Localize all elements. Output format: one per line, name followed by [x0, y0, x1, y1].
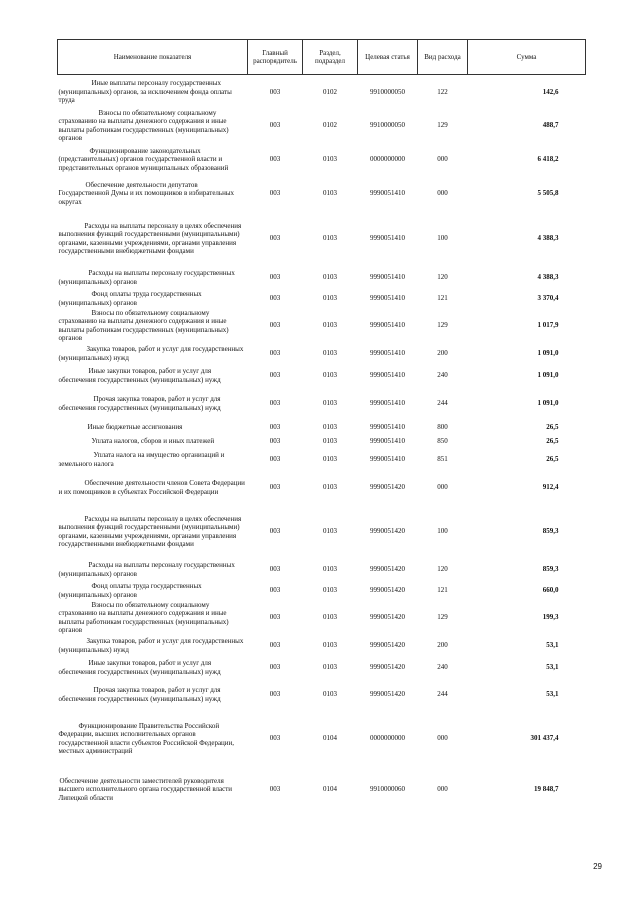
row-gr: 003	[269, 87, 281, 96]
table-row	[58, 471, 586, 505]
row-sum: 4 388,3	[537, 234, 559, 243]
table-row	[58, 449, 586, 471]
row-sum: 6 418,2	[537, 155, 559, 164]
row-name: Взносы по обязательному социальному страхованию на выплаты денежного содержания и иные выплаты работникам государственных (муниципальных) органов	[58, 308, 229, 342]
row-vr: 100	[437, 234, 448, 243]
row-sum: 53,1	[546, 641, 559, 650]
row-cs: 9990051410	[370, 371, 405, 380]
row-gr: 003	[269, 349, 281, 358]
row-name: Функционирование законодательных (представительных) органов государственной власти и представительных органов муниципальных образований	[58, 146, 229, 172]
table-row	[58, 601, 586, 635]
row-vr: 120	[437, 565, 448, 574]
row-vr: 200	[437, 349, 448, 358]
row-cs: 9990051410	[370, 234, 405, 243]
row-gr: 003	[269, 155, 281, 164]
row-sum: 912,4	[542, 483, 559, 492]
row-rz: 0103	[323, 565, 337, 574]
row-gr: 003	[269, 565, 281, 574]
row-gr: 003	[269, 586, 281, 595]
row-rz: 0103	[323, 641, 337, 650]
row-sum: 660,0	[542, 586, 559, 595]
row-rz: 0103	[323, 527, 337, 536]
table-row	[58, 711, 586, 767]
row-cs: 9990051410	[370, 437, 405, 446]
row-sum: 1 091,0	[537, 349, 559, 358]
row-gr: 003	[269, 371, 281, 380]
row-cs: 9990051410	[370, 455, 405, 464]
row-vr: 240	[437, 663, 448, 672]
row-vr: 000	[437, 483, 448, 492]
row-vr: 850	[437, 437, 448, 446]
row-name: Фонд оплаты труда государственных (муниципальных) органов	[58, 582, 202, 599]
row-name: Расходы на выплаты персоналу государственных (муниципальных) органов	[58, 269, 235, 286]
table-row	[58, 421, 586, 435]
row-name: Фонд оплаты труда государственных (муниципальных) органов	[58, 290, 202, 307]
row-vr: 122	[437, 87, 448, 96]
row-rz: 0103	[323, 437, 337, 446]
row-name: Расходы на выплаты персоналу в целях обеспечения выполнения функций государственными (муниципальными) органами, казенными учреждениями, органами управления государственными внебюджетными фондами	[58, 514, 242, 548]
table-row	[58, 211, 586, 267]
row-gr: 003	[269, 321, 281, 330]
row-gr: 003	[269, 121, 281, 130]
table-row	[58, 177, 586, 211]
row-sum: 26,5	[546, 437, 559, 446]
row-sum: 3 370,4	[537, 294, 559, 303]
row-vr: 129	[437, 321, 448, 330]
row-gr: 003	[269, 641, 281, 650]
table-row	[58, 365, 586, 387]
row-name: Иные закупки товаров, работ и услуг для обеспечения государственных (муниципальных) нужд	[58, 367, 221, 384]
row-sum: 859,3	[542, 565, 559, 574]
row-gr: 003	[269, 273, 281, 282]
row-gr: 003	[269, 294, 281, 303]
row-vr: 000	[437, 155, 448, 164]
row-vr: 200	[437, 641, 448, 650]
row-vr: 800	[437, 423, 448, 432]
row-sum: 488,7	[542, 121, 559, 130]
row-name: Иные закупки товаров, работ и услуг для обеспечения государственных (муниципальных) нужд	[58, 659, 221, 676]
row-cs: 9990051410	[370, 294, 405, 303]
row-sum: 142,6	[542, 87, 559, 96]
row-rz: 0103	[323, 349, 337, 358]
row-rz: 0103	[323, 663, 337, 672]
header-sum: Сумма	[468, 40, 586, 75]
header-cs: Целевая статья	[358, 40, 418, 75]
row-rz: 0103	[323, 234, 337, 243]
row-vr: 100	[437, 527, 448, 536]
table-row	[58, 267, 586, 289]
row-gr: 003	[269, 663, 281, 672]
row-rz: 0103	[323, 399, 337, 408]
row-sum: 1 091,0	[537, 399, 559, 408]
row-rz: 0103	[323, 690, 337, 699]
row-gr: 003	[269, 189, 281, 198]
row-sum: 53,1	[546, 690, 559, 699]
row-gr: 003	[269, 785, 281, 794]
table-row	[58, 289, 586, 309]
row-vr: 244	[437, 690, 448, 699]
row-rz: 0103	[323, 613, 337, 622]
row-name: Обеспечение деятельности депутатов Государственной Думы и их помощников в избирательных округах	[58, 180, 235, 206]
row-vr: 121	[437, 294, 448, 303]
row-gr: 003	[269, 483, 281, 492]
header-gr: Главный распорядитель	[248, 40, 303, 75]
row-cs: 9990051410	[370, 399, 405, 408]
row-cs: 9910000050	[370, 87, 405, 96]
row-vr: 129	[437, 121, 448, 130]
row-name: Обеспечение деятельности заместителей руководителя высшего исполнительного органа государственной власти Липецкой области	[58, 776, 233, 802]
row-vr: 129	[437, 613, 448, 622]
table-row	[58, 581, 586, 601]
row-rz: 0103	[323, 423, 337, 432]
row-name: Обеспечение деятельности членов Совета Федерации и их помощников в субъектах Российской Федерации	[58, 479, 245, 496]
row-cs: 9990051420	[370, 565, 405, 574]
row-cs: 9990051420	[370, 527, 405, 536]
row-rz: 0103	[323, 321, 337, 330]
row-cs: 9990051420	[370, 586, 405, 595]
row-cs: 9990051410	[370, 189, 405, 198]
row-cs: 9990051420	[370, 641, 405, 650]
table-row	[58, 143, 586, 177]
row-cs: 9990051410	[370, 423, 405, 432]
row-vr: 851	[437, 455, 448, 464]
table-row	[58, 109, 586, 143]
page-number: 29	[593, 862, 602, 871]
header-rz: Раздел, подраздел	[303, 40, 358, 75]
row-sum: 199,3	[542, 613, 559, 622]
row-cs: 9990051410	[370, 321, 405, 330]
row-vr: 120	[437, 273, 448, 282]
row-vr: 000	[437, 189, 448, 198]
row-gr: 003	[269, 527, 281, 536]
table-body	[58, 75, 586, 813]
row-name: Прочая закупка товаров, работ и услуг для обеспечения государственных (муниципальных) нужд	[58, 395, 221, 412]
row-rz: 0103	[323, 586, 337, 595]
row-name: Закупка товаров, работ и услуг для государственных (муниципальных) нужд	[58, 637, 244, 654]
row-sum: 4 388,3	[537, 273, 559, 282]
row-name: Функционирование Правительства Российской Федерации, высших исполнительных органов государственной власти субъектов Российской Федерации, местных администраций	[58, 721, 235, 755]
row-name: Прочая закупка товаров, работ и услуг для обеспечения государственных (муниципальных) нужд	[58, 686, 221, 703]
row-name: Расходы на выплаты персоналу в целях обеспечения выполнения функций государственными (муниципальными) органами, казенными учреждениями, органами управления государственными внебюджетными фондами	[58, 221, 242, 255]
row-vr: 000	[437, 785, 448, 794]
table-header	[58, 40, 586, 75]
row-sum: 5 505,8	[537, 189, 559, 198]
row-sum: 301 437,4	[530, 734, 559, 743]
row-rz: 0103	[323, 155, 337, 164]
row-vr: 000	[437, 734, 448, 743]
table-row	[58, 657, 586, 679]
row-sum: 859,3	[542, 527, 559, 536]
row-cs: 9910000060	[370, 785, 405, 794]
row-rz: 0103	[323, 294, 337, 303]
row-name: Закупка товаров, работ и услуг для государственных (муниципальных) нужд	[58, 345, 244, 362]
row-gr: 003	[269, 437, 281, 446]
row-sum: 26,5	[546, 455, 559, 464]
row-vr: 240	[437, 371, 448, 380]
row-name: Расходы на выплаты персоналу государственных (муниципальных) органов	[58, 561, 235, 578]
row-sum: 26,5	[546, 423, 559, 432]
budget-table	[57, 39, 586, 813]
row-rz: 0103	[323, 189, 337, 198]
row-rz: 0103	[323, 483, 337, 492]
row-rz: 0104	[323, 785, 337, 794]
row-rz: 0102	[323, 121, 337, 130]
row-cs: 9990051420	[370, 483, 405, 492]
table-row	[58, 635, 586, 657]
row-cs: 0000000000	[370, 734, 405, 743]
table-row	[58, 343, 586, 365]
header-name: Наименование показателя	[58, 40, 248, 75]
row-cs: 9910000050	[370, 121, 405, 130]
table-row	[58, 309, 586, 343]
row-vr: 121	[437, 586, 448, 595]
row-cs: 9990051410	[370, 273, 405, 282]
table-row	[58, 679, 586, 711]
row-name: Уплата налогов, сборов и иных платежей	[91, 437, 215, 446]
table-row	[58, 767, 586, 813]
row-rz: 0104	[323, 734, 337, 743]
row-sum: 1 017,9	[537, 321, 559, 330]
row-cs: 9990051420	[370, 613, 405, 622]
row-name: Взносы по обязательному социальному страхованию на выплаты денежного содержания и иные выплаты работникам государственных (муниципальных) органов	[58, 108, 229, 142]
row-gr: 003	[269, 690, 281, 699]
row-sum: 53,1	[546, 663, 559, 672]
row-name: Взносы по обязательному социальному страхованию на выплаты денежного содержания и иные выплаты работникам государственных (муниципальных) органов	[58, 600, 229, 634]
row-gr: 003	[269, 734, 281, 743]
row-name: Уплата налога на имущество организаций и земельного налога	[58, 451, 225, 468]
table-row	[58, 387, 586, 421]
row-rz: 0103	[323, 455, 337, 464]
row-rz: 0102	[323, 87, 337, 96]
table-row	[58, 75, 586, 109]
row-cs: 9990051420	[370, 663, 405, 672]
row-cs: 0000000000	[370, 155, 405, 164]
row-vr: 244	[437, 399, 448, 408]
row-sum: 19 848,7	[534, 785, 559, 794]
row-gr: 003	[269, 613, 281, 622]
row-name: Иные выплаты персоналу государственных (муниципальных) органов, за исключением фонда оплаты труда	[58, 79, 232, 104]
header-vr: Вид расхода	[418, 40, 468, 75]
table-row	[58, 559, 586, 581]
row-gr: 003	[269, 455, 281, 464]
row-cs: 9990051420	[370, 690, 405, 699]
row-sum: 1 091,0	[537, 371, 559, 380]
row-name: Иные бюджетные ассигнования	[87, 423, 183, 432]
row-gr: 003	[269, 234, 281, 243]
row-gr: 003	[269, 423, 281, 432]
row-cs: 9990051410	[370, 349, 405, 358]
row-gr: 003	[269, 399, 281, 408]
table-row	[58, 505, 586, 559]
row-rz: 0103	[323, 371, 337, 380]
table-row	[58, 435, 586, 449]
row-rz: 0103	[323, 273, 337, 282]
